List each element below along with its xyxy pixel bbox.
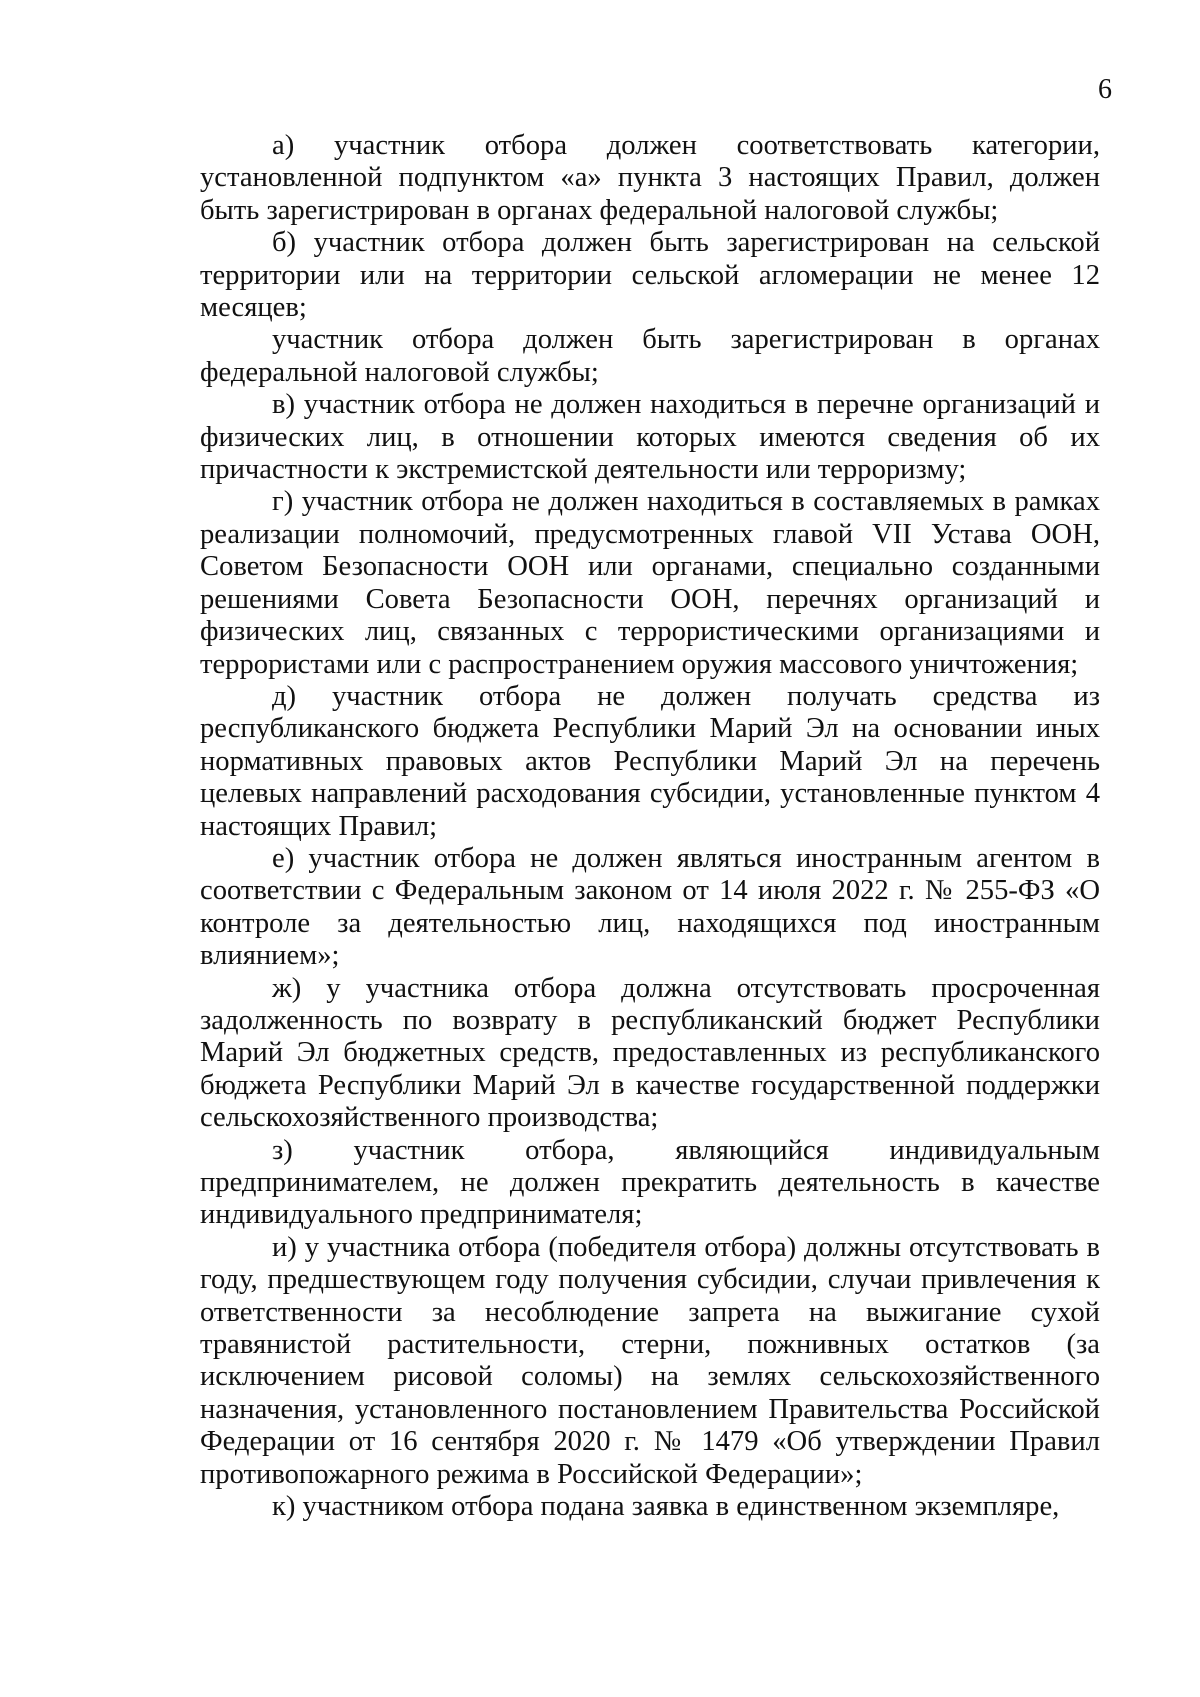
paragraph-e: е) участник отбора не должен являться иностранным агентом в соответствии с Федеральным законом от 14 июля 2022 г. № 255-ФЗ «О контроле за деятельностью лиц, находящихся под иностранным влиянием»;	[200, 842, 1100, 972]
paragraph-a: а) участник отбора должен соответствовать категории, установленной подпунктом «а» пункта 3 настоящих Правил, должен быть зарегистрирован в органах федеральной налоговой службы;	[200, 130, 1100, 226]
paragraph-g: г) участник отбора не должен находиться в составляемых в рамках реализации полномочий, предусмотренных главой VII Устава ООН, Советом Безопасности ООН или органами, специально созданными решениями Совета Безопасности ООН, перечнях организаций и физических лиц, связанных с террористическими организациями и террористами или с распространением оружия массового уничтожения;	[200, 486, 1100, 680]
paragraph-d: д) участник отбора не должен получать средства из республиканского бюджета Республики Марий Эл на основании иных нормативных правовых актов Республики Марий Эл на перечень целевых направлений расходования субсидии, установленные пунктом 4 настоящих Правил;	[200, 680, 1100, 842]
paragraph-k: к) участником отбора подана заявка в единственном экземпляре,	[272, 1491, 1060, 1523]
document-body	[200, 130, 1100, 1523]
paragraph-zh: ж) у участника отбора должна отсутствовать просроченная задолженность по возврату в республиканский бюджет Республики Марий Эл бюджетных средств, предоставленных из республиканского бюджета Республики Марий Эл в качестве государственной поддержки сельскохозяйственного производства;	[200, 972, 1100, 1134]
paragraph-z: з) участник отбора, являющийся индивидуальным предпринимателем, не должен прекратить деятельность в качестве индивидуального предпринимателя;	[200, 1134, 1100, 1231]
paragraph-b: б) участник отбора должен быть зарегистрирован на сельской территории или на территории сельской агломерации не менее 12 месяцев;	[200, 227, 1100, 324]
paragraph-v: в) участник отбора не должен находиться в перечне организаций и физических лиц, в отношении которых имеются сведения об их причастности к экстремистской деятельности или терроризму;	[200, 389, 1100, 486]
page-number: 6	[1098, 74, 1112, 105]
paragraph-b-continued: участник отбора должен быть зарегистрирован в органах федеральной налоговой службы;	[200, 324, 1100, 388]
paragraph-i: и) у участника отбора (победителя отбора) должны отсутствовать в году, предшествующем году получения субсидии, случаи привлечения к ответственности за несоблюдение запрета на выжигание сухой травянистой растительности, стерни, пожнивных остатков (за исключением рисовой соломы) на землях сельскохозяйственного назначения, установленного постановлением Правительства Российской Федерации от 16 сентября 2020 г. № 1479 «Об утверждении Правил противопожарного режима в Российской Федерации»;	[200, 1231, 1100, 1490]
